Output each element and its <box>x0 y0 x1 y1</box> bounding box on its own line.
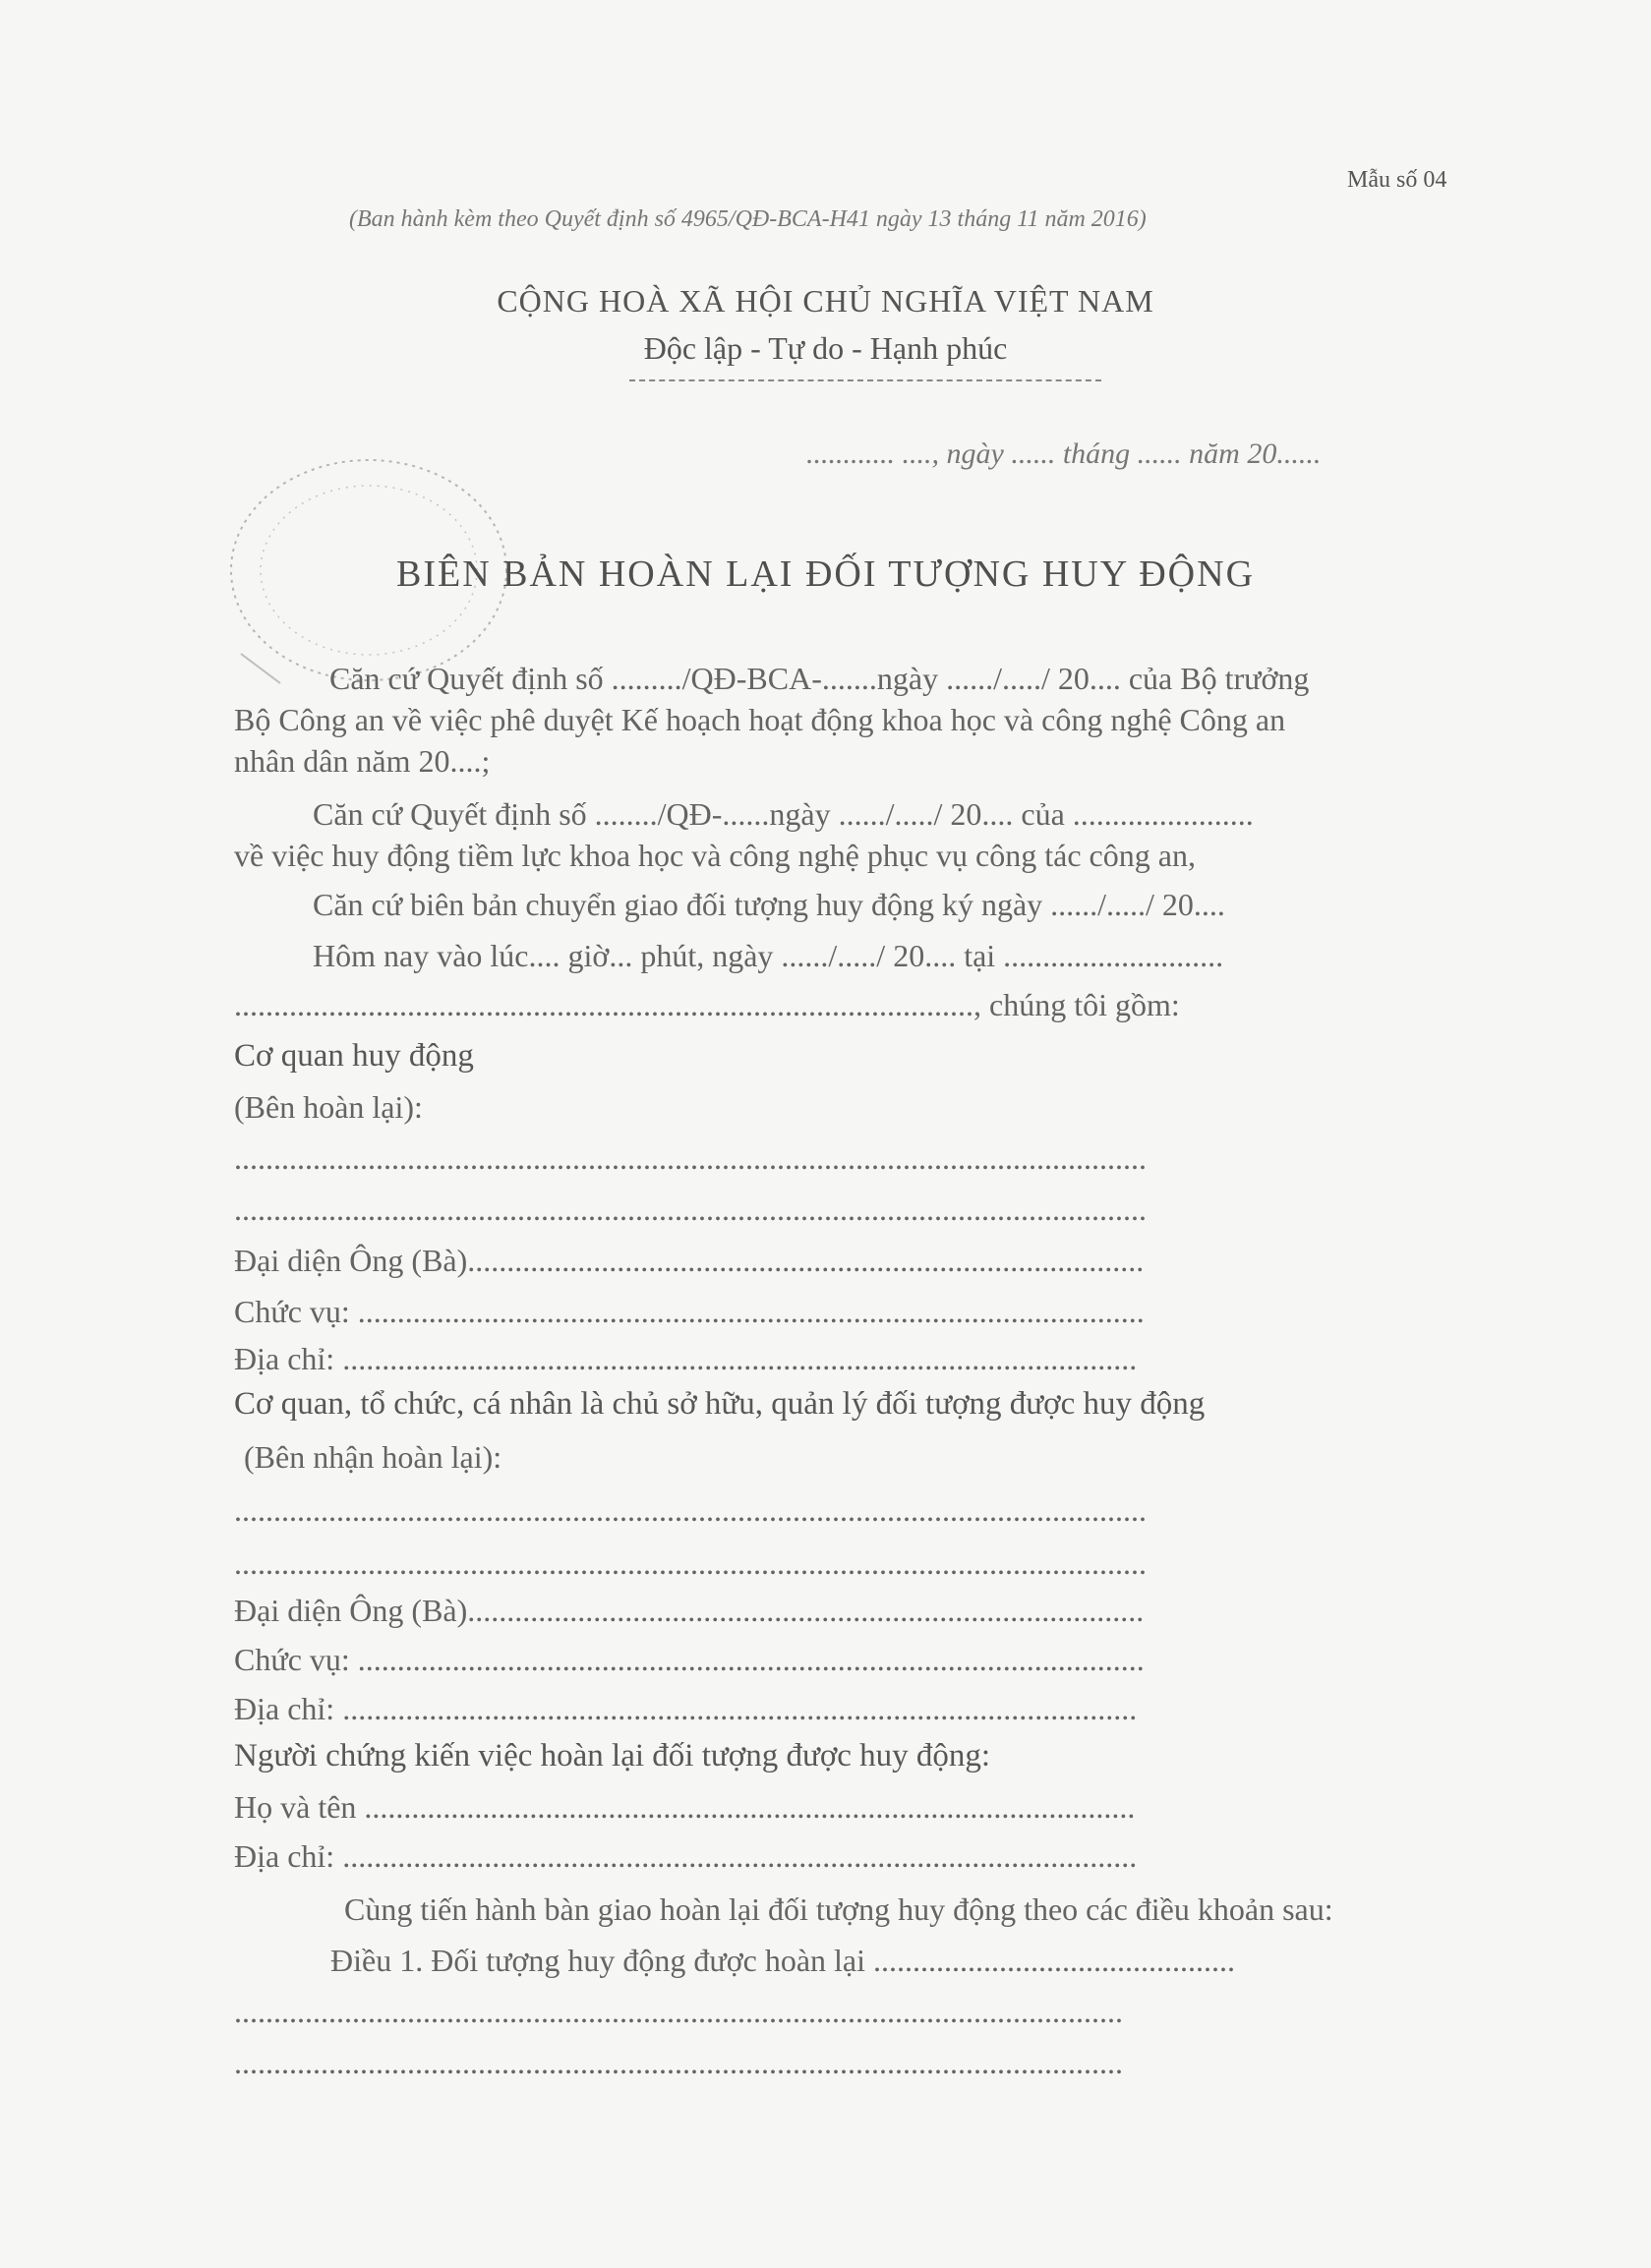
mobilizing-agency-heading: Cơ quan huy động <box>234 1038 474 1074</box>
position-line: Chức vụ: .................................................................................................... <box>234 1642 1145 1677</box>
attendees-line: .............................................................................................., chúng tôi gồm: <box>234 987 1180 1022</box>
representative-line: Đại diện Ông (Bà)...................................................................................... <box>234 1593 1145 1628</box>
owner-agency-heading: Cơ quan, tổ chức, cá nhân là chủ sở hữu, quản lý đối tượng được huy động <box>234 1386 1206 1422</box>
address-line: Địa chỉ: ..................................................................................................... <box>234 1691 1138 1726</box>
representative-line: Đại diện Ông (Bà)...................................................................................... <box>234 1243 1145 1278</box>
position-line: Chức vụ: .................................................................................................... <box>234 1294 1145 1329</box>
returning-party-label: (Bên hoàn lại): <box>234 1089 423 1125</box>
basis-line-6: Căn cứ biên bản chuyển giao đối tượng huy động ký ngày ....../...../ 20.... <box>313 887 1225 922</box>
motto: Độc lập - Tự do - Hạnh phúc <box>643 330 1008 366</box>
motto-underline <box>629 379 1101 381</box>
basis-line-4: Căn cứ Quyết định số ......../QĐ-......ngày ....../...../ 20.... của ....................... <box>313 796 1254 832</box>
dateline: ............ ...., ngày ...... tháng ...... năm 20...... <box>806 437 1322 470</box>
basis-line-3: nhân dân năm 20....; <box>234 743 491 779</box>
blank-line: ................................................................................................................. <box>234 2045 1123 2080</box>
blank-line: ................................................................................................................. <box>234 1994 1123 2029</box>
article-1-line: Điều 1. Đối tượng huy động được hoàn lại .............................................. <box>330 1943 1236 1978</box>
address-line: Địa chỉ: ..................................................................................................... <box>234 1341 1138 1376</box>
handover-intro: Cùng tiến hành bàn giao hoàn lại đối tượng huy động theo các điều khoản sau: <box>344 1891 1333 1927</box>
receiving-party-label: (Bên nhận hoàn lại): <box>244 1439 502 1475</box>
basis-line-1: Căn cứ Quyết định số ........./QĐ-BCA-.......ngày ....../...../ 20.... của Bộ trưởng <box>329 661 1310 696</box>
basis-line-2: Bộ Công an về việc phê duyệt Kế hoạch hoạt động khoa học và công nghệ Công an <box>234 702 1286 737</box>
blank-line: .................................................................................................................... <box>234 1492 1147 1528</box>
blank-line: .................................................................................................................... <box>234 1140 1147 1176</box>
blank-line: .................................................................................................................... <box>234 1192 1147 1227</box>
basis-line-5: về việc huy động tiềm lực khoa học và công nghệ phục vụ công tác công an, <box>234 838 1196 873</box>
issued-by-note: (Ban hành kèm theo Quyết định số 4965/QĐ-BCA-H41 ngày 13 tháng 11 năm 2016) <box>349 206 1147 232</box>
meeting-time-line: Hôm nay vào lúc.... giờ... phút, ngày ....../...../ 20.... tại ............................ <box>313 938 1224 973</box>
witness-name-line: Họ và tên .................................................................................................. <box>234 1789 1136 1825</box>
national-title: CỘNG HOÀ XÃ HỘI CHỦ NGHĨA VIỆT NAM <box>497 283 1154 319</box>
document-title: BIÊN BẢN HOÀN LẠI ĐỐI TƯỢNG HUY ĐỘNG <box>395 553 1256 595</box>
witness-address-line: Địa chỉ: ..................................................................................................... <box>234 1838 1138 1874</box>
witness-heading: Người chứng kiến việc hoàn lại đối tượng được huy động: <box>234 1738 991 1774</box>
blank-line: .................................................................................................................... <box>234 1545 1147 1581</box>
form-number: Mẫu số 04 <box>1347 167 1447 193</box>
